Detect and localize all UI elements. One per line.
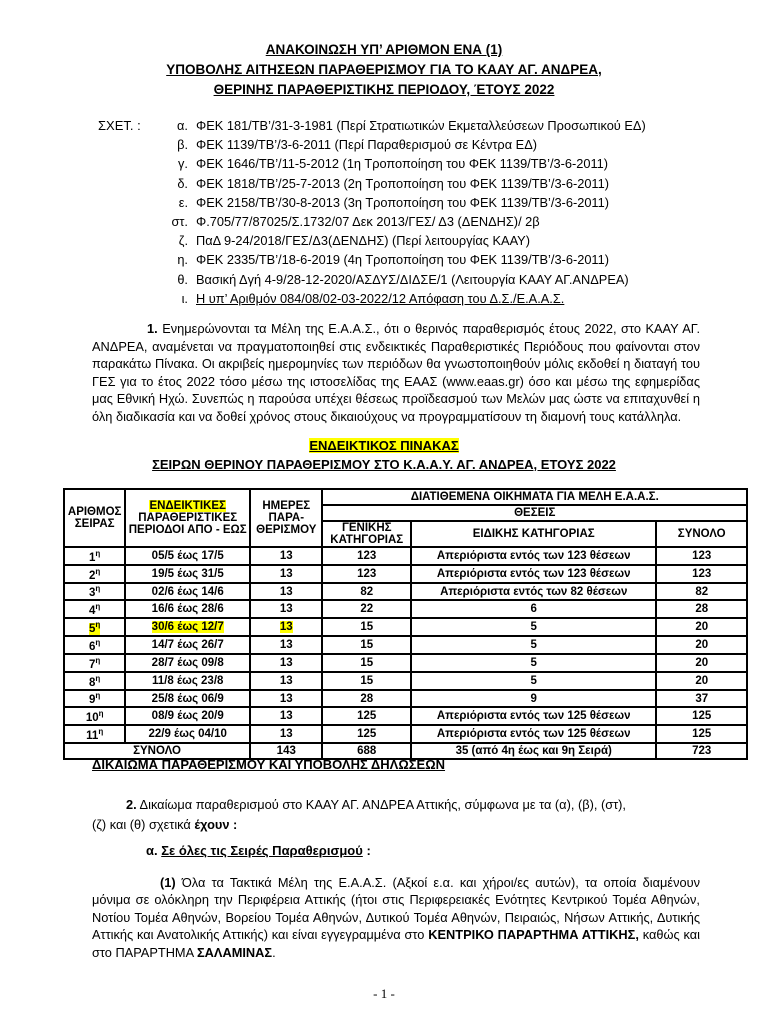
- cell-general: 15: [322, 636, 411, 654]
- table-row: [64, 583, 747, 601]
- reference-text: Βασική Δγή 4-9/28-12-2020/ΑΣΔΥΣ/ΔΙΔΣΕ/1 (Λειτουργία ΚΑΑΥ ΑΓ.ΑΝΔΡΕΑ): [196, 271, 629, 287]
- reference-letter: δ.: [177, 175, 188, 191]
- table-title-2: ΣΕΙΡΩΝ ΘΕΡΙΝΟΥ ΠΑΡΑΘΕΡΙΣΜΟΥ ΣΤΟ Κ.Α.Α.Υ. ΑΓ. ΑΝΔΡΕΑ, ΕΤΟΥΣ 2022: [152, 457, 616, 472]
- paragraph-2-number: 2.: [126, 797, 137, 812]
- reference-item: [150, 118, 646, 133]
- header-period-rest: ΠΑΡΑΘΕΡΙΣΤΙΚΕΣ ΠΕΡΙΟΔΟΙ ΑΠΟ - ΕΩΣ: [128, 512, 247, 536]
- section-2-title: ΔΙΚΑΙΩΜΑ ΠΑΡΑΘΕΡΙΣΜΟΥ ΚΑΙ ΥΠΟΒΟΛΗΣ ΔΗΛΩΣΕΩΝ: [92, 757, 446, 772]
- sum-label: ΣΥΝΟΛΟ: [64, 743, 250, 759]
- cell-special: Απεριόριστα εντός των 123 θέσεων: [411, 565, 656, 583]
- cell-period: 30/6 έως 12/7: [125, 618, 250, 636]
- cell-general: 125: [322, 725, 411, 743]
- reference-letter: α.: [177, 118, 188, 133]
- cell-general: 15: [322, 618, 411, 636]
- cell-special: 6: [411, 600, 656, 618]
- subsection-a-letter: α.: [146, 843, 158, 858]
- paragraph-a1-mid: καθώς και στο ΠΑΡΑΡΤΗΜΑ: [92, 927, 700, 960]
- cell-period: 25/8 έως 06/9: [125, 690, 250, 708]
- cell-series: $6^\eta$: [64, 636, 125, 654]
- reference-text: Φ.705/77/87025/Σ.1732/07 Δεκ 2013/ΓΕΣ/ Δ3 (ΔΕΝΔΗΣ)/ 2β: [196, 214, 540, 229]
- table-title-1: [0, 438, 768, 453]
- table-title-highlight: ΕΝΔΕΙΚΤΙΚΟΣ ΠΙΝΑΚΑΣ: [309, 438, 459, 453]
- reference-item: [150, 291, 564, 306]
- cell-general: 123: [322, 565, 411, 583]
- header-line-2: ΥΠΟΒΟΛΗΣ ΑΙΤΗΣΕΩΝ ΠΑΡΑΘΕΡΙΣΜΟΥ ΓΙΑ ΤΟ ΚΑΑΥ ΑΓ. ΑΝΔΡΕΑ,: [166, 62, 602, 77]
- reference-item: [150, 137, 537, 152]
- sum-days: 143: [250, 743, 322, 759]
- header-total: ΣΥΝΟΛΟ: [656, 521, 747, 547]
- table-row: [64, 618, 747, 636]
- header-special: ΕΙΔΙΚΗΣ ΚΑΤΗΓΟΡΙΑΣ: [411, 521, 656, 547]
- cell-days: 13: [250, 690, 322, 708]
- reference-letter: ε.: [178, 194, 188, 210]
- cell-total: 123: [656, 547, 747, 565]
- cell-general: 15: [322, 672, 411, 690]
- table-row: [64, 654, 747, 672]
- cell-general: 15: [322, 654, 411, 672]
- table-row: [64, 600, 747, 618]
- cell-days: 13: [250, 725, 322, 743]
- cell-series: $5^\eta$: [64, 618, 125, 636]
- cell-series: $3^\eta$: [64, 583, 125, 601]
- cell-special: 5: [411, 618, 656, 636]
- cell-period: 08/9 έως 20/9: [125, 707, 250, 725]
- cell-special: 5: [411, 636, 656, 654]
- table-row: [64, 672, 747, 690]
- reference-item: [150, 272, 629, 287]
- header-period: [125, 489, 250, 547]
- header-positions: ΘΕΣΕΙΣ: [322, 505, 747, 521]
- paragraph-1: [92, 320, 700, 426]
- cell-special: 9: [411, 690, 656, 708]
- reference-text: ΠαΔ 9-24/2018/ΓΕΣ/Δ3(ΔΕΝΔΗΣ) (Περί λειτουργίας ΚΑΑΥ): [196, 233, 530, 249]
- cell-total: 125: [656, 725, 747, 743]
- cell-days: 13: [250, 654, 322, 672]
- cell-general: 22: [322, 600, 411, 618]
- cell-total: 125: [656, 707, 747, 725]
- reference-text: ΦΕΚ 1139/ΤΒ’/3-6-2011 (Περί Παραθερισμού σε Κέντρα ΕΔ): [196, 137, 538, 153]
- reference-item: [150, 195, 609, 210]
- paragraph-a1-bold-1: ΚΕΝΤΡΙΚΟ ΠΑΡΑΡΤΗΜΑ ΑΤΤΙΚΗΣ,: [428, 927, 639, 943]
- cell-days: 13: [250, 600, 322, 618]
- paragraph-a1-number: (1): [160, 875, 176, 890]
- header-line-1: ΑΝΑΚΟΙΝΩΣΗ ΥΠ’ ΑΡΙΘΜΟΝ ΕΝΑ (1): [265, 42, 503, 57]
- paragraph-1-text: Ενημερώνονται τα Μέλη της Ε.Α.Α.Σ., ότι ο θερινός παραθερισμός έτους 2022, στο ΚΑΑΥ ΑΓ. ΑΝΔΡΕΑ, αναμένεται να πραγματοποιηθεί στις ενδεικτικές Παραθεριστικές Περιόδους που φαίνονται στον παρακάτω Πίνακα. Οι ακριβείς ημερομηνίες των περιόδων θα γνωστοποιηθούν μόλις εκδοθεί η διαταγή του ΓΕΣ για το έτος 2022 τόσο μέσω της ιστοσελίδας της ΕΑΑΣ (www.eaas.gr) όσο και μέσω της εφημερίδας μας Εθνική Ηχώ. Συνεπώς η παρούσα υπέχει θέσεως προϊδεασμού των Μελών μας ώστε να επιταχυνθεί η όλη διαδικασία και να δοθεί χρόνος στους δικαιούχους να προγραμματίσουν τη διαμονή τους κατάλληλα.: [92, 321, 700, 424]
- cell-days: 13: [250, 672, 322, 690]
- sum-total: 723: [656, 743, 747, 759]
- table-body: [64, 547, 747, 743]
- header-series: ΑΡΙΘΜΟΣ ΣΕΙΡΑΣ: [64, 489, 125, 547]
- reference-item: [150, 156, 608, 171]
- reference-text: ΦΕΚ 1646/ΤΒ’/11-5-2012 (1η Τροποποίηση του ΦΕΚ 1139/ΤΒ’/3-6-2011): [196, 156, 609, 172]
- paragraph-2-bold: έχουν :: [194, 817, 238, 832]
- page-number: - 1 -: [373, 986, 395, 1001]
- cell-general: 123: [322, 547, 411, 565]
- cell-days: 13: [250, 547, 322, 565]
- reference-letter: ζ.: [178, 233, 188, 249]
- cell-total: 20: [656, 654, 747, 672]
- cell-days: 13: [250, 636, 322, 654]
- cell-period: 05/5 έως 17/5: [125, 547, 250, 565]
- paragraph-2: [92, 795, 700, 835]
- cell-period: 19/5 έως 31/5: [125, 565, 250, 583]
- cell-special: Απεριόριστα εντός των 123 θέσεων: [411, 547, 656, 565]
- table-row: [64, 707, 747, 725]
- paragraph-1-number: 1.: [147, 321, 158, 336]
- cell-period: 11/8 έως 23/8: [125, 672, 250, 690]
- cell-series: $2^\eta$: [64, 565, 125, 583]
- reference-letter: ι.: [181, 290, 188, 306]
- cell-period: 14/7 έως 26/7: [125, 636, 250, 654]
- paragraph-a1-text: Όλα τα Τακτικά Μέλη της Ε.Α.Α.Σ. (Αξκοί ε.α. και χήροι/ες αυτών), τα οποία διαμένουν μόνιμα σε ολόκληρη την Περιφέρεια Αττικής (ήτοι στις Περιφερειακές Ενότητες Κεντρικού Τομέα Αθηνών, Νοτίου Τομέα Αθηνών, Βορείου Τομέα Αθηνών, Δυτικού Τομέα Αθηνών, Πειραιώς, Νήσων Αττικής, Δυτικής Αττικής και Ανατολικής Αττικής) και είναι εγγεγραμμένα στο: [92, 875, 701, 943]
- reference-text: Η υπ’ Αριθμόν 084/08/02-03-2022/12 Απόφαση του Δ.Σ./Ε.Α.Α.Σ.: [196, 290, 565, 306]
- cell-total: 20: [656, 618, 747, 636]
- header-days: ΗΜΕΡΕΣ ΠΑΡΑ-ΘΕΡΙΣΜΟΥ: [250, 489, 322, 547]
- cell-days: 13: [250, 618, 322, 636]
- sum-special: 35 (από 4η έως και 9η Σειρά): [411, 743, 656, 759]
- reference-letter: η.: [177, 252, 188, 268]
- cell-days: 13: [250, 565, 322, 583]
- reference-letter: θ.: [177, 271, 188, 287]
- sum-general: 688: [322, 743, 411, 759]
- header-available: ΔΙΑΤΙΘΕΜΕΝΑ ΟΙΚΗΜΑΤΑ ΓΙΑ ΜΕΛΗ Ε.Α.Α.Σ.: [322, 489, 747, 505]
- table-row: [64, 547, 747, 565]
- subsection-a: [146, 843, 371, 858]
- header-general: ΓΕΝΙΚΗΣ ΚΑΤΗΓΟΡΙΑΣ: [322, 521, 411, 547]
- reference-item: [150, 176, 609, 191]
- table-row: [64, 565, 747, 583]
- cell-total: 123: [656, 565, 747, 583]
- cell-total: 82: [656, 583, 747, 601]
- cell-general: 125: [322, 707, 411, 725]
- cell-special: Απεριόριστα εντός των 125 θέσεων: [411, 707, 656, 725]
- cell-special: Απεριόριστα εντός των 125 θέσεων: [411, 725, 656, 743]
- cell-period: 16/6 έως 28/6: [125, 600, 250, 618]
- reference-item: [150, 252, 609, 267]
- cell-general: 82: [322, 583, 411, 601]
- table-row: [64, 725, 747, 743]
- cell-special: 5: [411, 654, 656, 672]
- cell-series: $9^\eta$: [64, 690, 125, 708]
- cell-total: 20: [656, 636, 747, 654]
- reference-text: ΦΕΚ 2335/ΤΒ’/18-6-2019 (4η Τροποποίηση του ΦΕΚ 1139/ΤΒ’/3-6-2011): [196, 252, 609, 268]
- header-period-highlight: ΕΝΔΕΙΚΤΙΚΕΣ: [149, 500, 226, 512]
- reference-letter: γ.: [178, 156, 188, 172]
- cell-special: Απεριόριστα εντός των 82 θέσεων: [411, 583, 656, 601]
- cell-period: 22/9 έως 04/10: [125, 725, 250, 743]
- reference-text: ΦΕΚ 1818/ΤΒ’/25-7-2013 (2η Τροποποίηση του ΦΕΚ 1139/ΤΒ’/3-6-2011): [196, 175, 609, 191]
- header-line-3: ΘΕΡΙΝΗΣ ΠΑΡΑΘΕΡΙΣΤΙΚΗΣ ΠΕΡΙΟΔΟΥ, ΈΤΟΥΣ 2022: [213, 82, 555, 97]
- cell-series: $1^\eta$: [64, 547, 125, 565]
- table-row: [64, 690, 747, 708]
- reference-letter: στ.: [171, 214, 188, 229]
- cell-period: 02/6 έως 14/6: [125, 583, 250, 601]
- cell-total: 28: [656, 600, 747, 618]
- paragraph-2-text: Δικαίωμα παραθερισμού στο ΚΑΑΥ ΑΓ. ΑΝΔΡΕΑ Αττικής, σύμφωνα με τα (α), (β), (στ),: [139, 797, 626, 812]
- reference-letter: β.: [177, 137, 188, 153]
- reference-text: ΦΕΚ 181/ΤΒ’/31-3-1981 (Περί Στρατιωτικών Εκμεταλλεύσεων Προσωπικού ΕΔ): [196, 118, 646, 133]
- cell-series: $11^\eta$: [64, 725, 125, 743]
- paragraph-a1: [92, 874, 700, 961]
- reference-text: ΦΕΚ 2158/ΤΒ’/30-8-2013 (3η Τροποποίηση του ΦΕΚ 1139/ΤΒ’/3-6-2011): [196, 194, 609, 210]
- reference-item: [150, 214, 540, 229]
- cell-special: 5: [411, 672, 656, 690]
- reference-item: [150, 233, 530, 248]
- subsection-a-colon: :: [366, 843, 371, 858]
- cell-series: $7^\eta$: [64, 654, 125, 672]
- cell-series: $8^\eta$: [64, 672, 125, 690]
- cell-total: 37: [656, 690, 747, 708]
- cell-total: 20: [656, 672, 747, 690]
- cell-days: 13: [250, 707, 322, 725]
- cell-series: $10^\eta$: [64, 707, 125, 725]
- cell-series: $4^\eta$: [64, 600, 125, 618]
- table-row: [64, 636, 747, 654]
- paragraph-2-text-2: (ζ) και (θ) σχετικά: [92, 817, 191, 832]
- references-label: ΣΧΕΤ. :: [98, 118, 141, 133]
- cell-period: 28/7 έως 09/8: [125, 654, 250, 672]
- paragraph-a1-end: .: [272, 944, 276, 960]
- subsection-a-title: Σε όλες τις Σειρές Παραθερισμού: [161, 843, 363, 858]
- series-table: [63, 488, 748, 760]
- cell-general: 28: [322, 690, 411, 708]
- cell-days: 13: [250, 583, 322, 601]
- paragraph-a1-bold-2: ΣΑΛΑΜΙΝΑΣ: [197, 944, 273, 960]
